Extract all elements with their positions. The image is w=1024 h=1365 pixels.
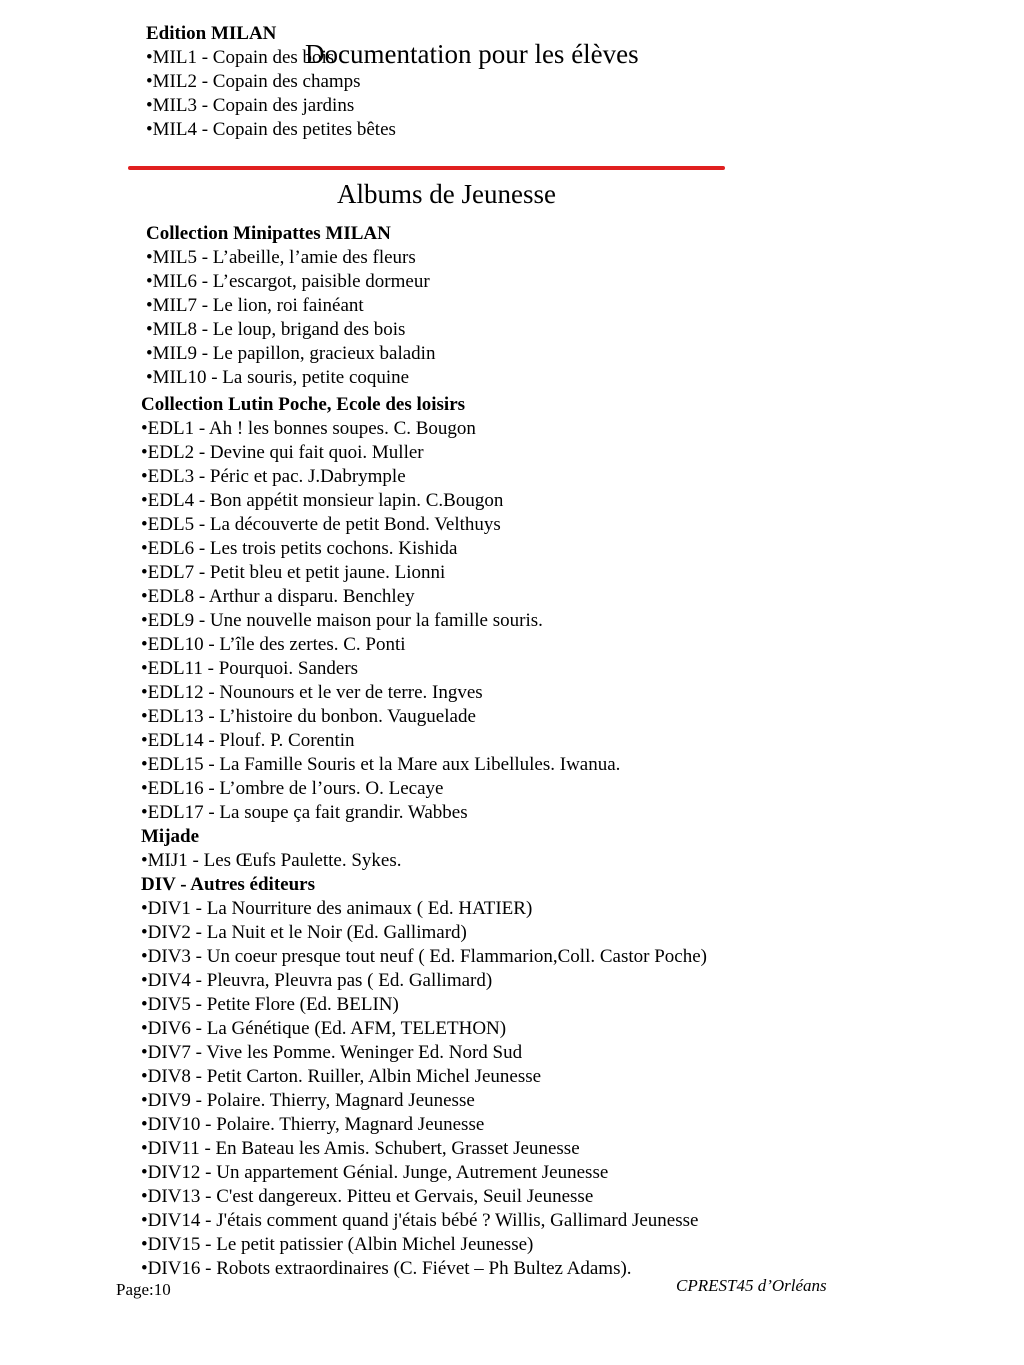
list-item: •EDL17 - La soupe ça fait grandir. Wabbes	[141, 802, 468, 823]
list-item: •MIL6 - L’escargot, paisible dormeur	[146, 271, 430, 292]
list-item: •EDL16 - L’ombre de l’ours. O. Lecaye	[141, 778, 444, 799]
list-item: •EDL13 - L’histoire du bonbon. Vauguelade	[141, 706, 476, 727]
list-item: •EDL10 - L’île des zertes. C. Ponti	[141, 634, 406, 655]
list-item: •DIV7 - Vive les Pomme. Weninger Ed. Nord Sud	[141, 1042, 523, 1063]
list-item: •DIV15 - Le petit patissier (Albin Michel Jeunesse)	[141, 1234, 534, 1255]
list-item: •DIV1 - La Nourriture des animaux ( Ed. HATIER)	[141, 898, 533, 919]
list-item: •EDL2 - Devine qui fait quoi. Muller	[141, 442, 424, 463]
list-item: •MIL7 - Le lion, roi fainéant	[146, 295, 364, 316]
list-item: •EDL4 - Bon appétit monsieur lapin. C.Bougon	[141, 490, 504, 511]
list-item: •EDL14 - Plouf. P. Corentin	[141, 730, 355, 751]
list-item: •DIV10 - Polaire. Thierry, Magnard Jeunesse	[141, 1114, 485, 1135]
footer-org: CPREST45 d’Orléans	[676, 1276, 827, 1295]
list-item: •EDL9 - Une nouvelle maison pour la famille souris.	[141, 610, 543, 631]
list-item: •MIL8 - Le loup, brigand des bois	[146, 319, 406, 340]
lutin-heading: Collection Lutin Poche, Ecole des loisirs	[141, 394, 466, 415]
list-item: •MIL1 - Copain des bois	[146, 47, 335, 68]
list-item: •EDL15 - La Famille Souris et la Mare aux Libellules. Iwanua.	[141, 754, 621, 775]
mijade-heading: Mijade	[141, 826, 200, 847]
list-item: •MIL10 - La souris, petite coquine	[146, 367, 410, 388]
div-heading: DIV - Autres éditeurs	[141, 874, 315, 895]
list-item: •MIL4 - Copain des petites bêtes	[146, 119, 396, 140]
list-item: •DIV14 - J'étais comment quand j'étais bébé ? Willis, Gallimard Jeunesse	[141, 1210, 699, 1231]
list-item: •DIV4 - Pleuvra, Pleuvra pas ( Ed. Gallimard)	[141, 970, 493, 991]
minipattes-heading: Collection Minipattes MILAN	[146, 223, 391, 244]
page-number: Page:10	[116, 1280, 171, 1299]
list-item: •DIV12 - Un appartement Génial. Junge, Autrement Jeunesse	[141, 1162, 609, 1183]
edition-milan-heading: Edition MILAN	[146, 23, 277, 44]
list-item: •DIV6 - La Génétique (Ed. AFM, TELETHON)	[141, 1018, 507, 1039]
list-item: •EDL5 - La découverte de petit Bond. Velthuys	[141, 514, 501, 535]
list-item: •EDL11 - Pourquoi. Sanders	[141, 658, 359, 679]
list-item: •EDL12 - Nounours et le ver de terre. Ingves	[141, 682, 483, 703]
list-item: •DIV16 - Robots extraordinaires (C. Fiévet – Ph Bultez Adams).	[141, 1258, 632, 1279]
minipattes-list	[146, 246, 435, 390]
albums-title: Albums de Jeunesse	[337, 179, 556, 209]
list-item: •EDL6 - Les trois petits cochons. Kishida	[141, 538, 458, 559]
list-item: •EDL7 - Petit bleu et petit jaune. Lionni	[141, 562, 446, 583]
list-item: •MIL3 - Copain des jardins	[146, 95, 355, 116]
main-list	[141, 393, 707, 1281]
milan-list	[146, 46, 396, 142]
list-item: •DIV13 - C'est dangereux. Pitteu et Gervais, Seuil Jeunesse	[141, 1186, 594, 1207]
list-item: •EDL1 - Ah ! les bonnes soupes. C. Bougon	[141, 418, 476, 439]
list-item: •MIL2 - Copain des champs	[146, 71, 361, 92]
list-item: •EDL3 - Péric et pac. J.Dabrymple	[141, 466, 406, 487]
list-item: •DIV5 - Petite Flore (Ed. BELIN)	[141, 994, 399, 1015]
list-item: •MIJ1 - Les Œufs Paulette. Sykes.	[141, 850, 402, 871]
red-divider	[128, 166, 725, 170]
list-item: •MIL5 - L’abeille, l’amie des fleurs	[146, 247, 416, 268]
list-item: •EDL8 - Arthur a disparu. Benchley	[141, 586, 415, 607]
page-title: Documentation pour les élèves	[305, 39, 639, 69]
list-item: •DIV8 - Petit Carton. Ruiller, Albin Michel Jeunesse	[141, 1066, 542, 1087]
list-item: •DIV2 - La Nuit et le Noir (Ed. Gallimard)	[141, 922, 467, 943]
list-item: •DIV3 - Un coeur presque tout neuf ( Ed. Flammarion,Coll. Castor Poche)	[141, 946, 707, 967]
list-item: •MIL9 - Le papillon, gracieux baladin	[146, 343, 436, 364]
list-item: •DIV11 - En Bateau les Amis. Schubert, Grasset Jeunesse	[141, 1138, 580, 1159]
list-item: •DIV9 - Polaire. Thierry, Magnard Jeunesse	[141, 1090, 475, 1111]
